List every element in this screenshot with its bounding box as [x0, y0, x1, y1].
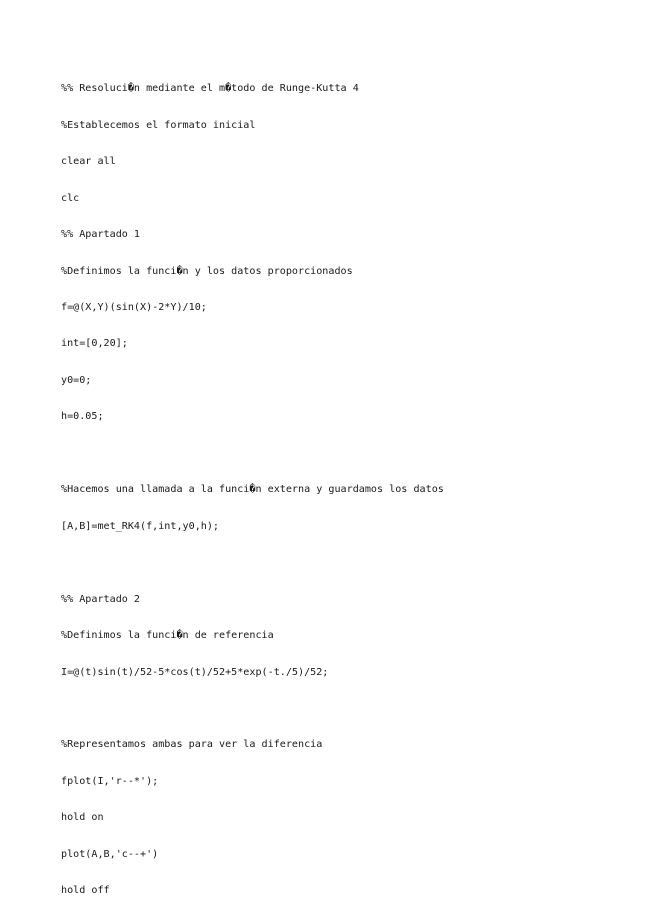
code-line: hold on [61, 812, 104, 824]
code-line: %Definimos la funci�n de referencia [61, 630, 274, 642]
code-line: clc [61, 192, 80, 204]
code-line: fplot(I,'r--*'); [61, 775, 159, 787]
code-line: %Hacemos una llamada a la funci�n externa y guardamos los datos [61, 484, 444, 496]
code-line: h=0.05; [61, 411, 104, 423]
code-line: plot(A,B,'c--+') [61, 848, 159, 860]
code-line: hold off [61, 885, 110, 897]
code-line: y0=0; [61, 374, 92, 386]
blank-line [61, 448, 641, 460]
blank-line [61, 557, 641, 569]
code-line: %% Apartado 1 [61, 229, 141, 241]
code-line: f=@(X,Y)(sin(X)-2*Y)/10; [61, 302, 207, 314]
code-line: %Establecemos el formato inicial [61, 119, 256, 131]
code-line: %% Apartado 2 [61, 593, 141, 605]
blank-line [61, 703, 641, 715]
code-line: %Representamos ambas para ver la diferencia [61, 739, 323, 751]
code-line: %% Resoluci�n mediante el m�todo de Runge-Kutta 4 [61, 83, 359, 95]
code-listing [61, 59, 641, 922]
code-line: [A,B]=met_RK4(f,int,y0,h); [61, 520, 220, 532]
code-line: clear all [61, 156, 116, 168]
code-line: I=@(t)sin(t)/52-5*cos(t)/52+5*exp(-t./5)/52; [61, 666, 329, 678]
code-line: %Definimos la funci�n y los datos proporcionados [61, 265, 353, 277]
code-line: int=[0,20]; [61, 338, 128, 350]
